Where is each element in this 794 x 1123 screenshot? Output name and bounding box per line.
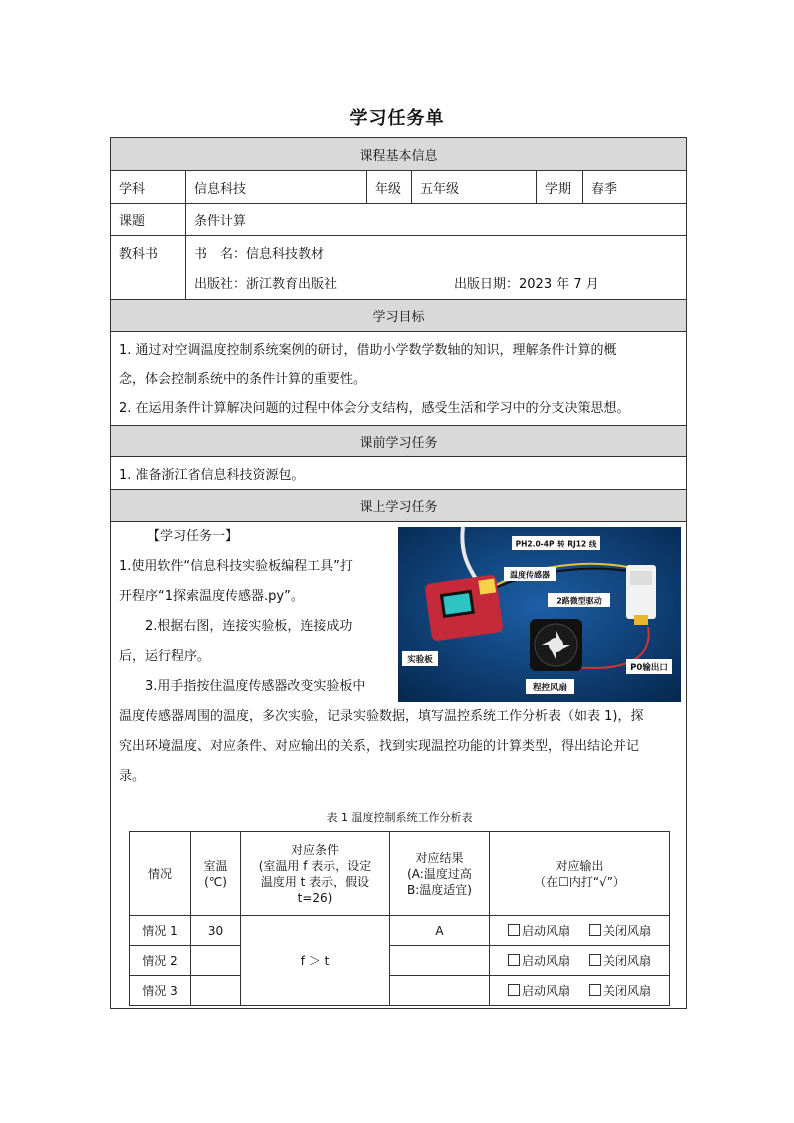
header-condition	[241, 832, 390, 916]
objective-1b: 念，体会控制系统中的条件计算的重要性。	[119, 372, 367, 387]
table-row	[130, 976, 670, 1006]
analysis-header-row	[130, 832, 670, 916]
topic-value: 条件计算	[185, 204, 686, 235]
publisher: 出版社：浙江教育出版社	[194, 277, 338, 292]
objective-2: 2. 在运用条件计算解决问题的过程中体会分支结构，感受生活和学习中的分支决策思想。	[119, 401, 630, 416]
output-cell	[490, 916, 670, 946]
stop-fan-label: 关闭风扇	[603, 923, 652, 938]
inclass-header-row	[111, 489, 686, 521]
hardware-illustration	[398, 527, 681, 702]
objectives-header: 学习目标	[111, 300, 686, 331]
task-line-1: 1.使用软件“信息科技实验板编程工具”打	[119, 559, 353, 574]
term-label: 学期	[536, 171, 582, 203]
table-caption: 表 1 温度控制系统工作分析表	[326, 811, 473, 824]
temp-cell[interactable]: 30	[191, 916, 241, 946]
book-name: 书 名：信息科技教材	[194, 247, 325, 262]
result-cell[interactable]: A	[390, 916, 490, 946]
case-cell: 情况 3	[130, 976, 191, 1006]
board-label: 实验板	[407, 655, 433, 665]
driver-label: 2路微型驱动	[556, 596, 602, 606]
basic-info-header: 课程基本信息	[111, 138, 686, 170]
textbook-row	[111, 235, 686, 299]
header-result-title: 对应结果	[415, 850, 464, 865]
grade-label: 年级	[366, 171, 411, 203]
objectives-content	[111, 332, 638, 425]
topic-row	[111, 203, 686, 235]
header-case: 情况	[130, 832, 191, 916]
task-sheet-table	[110, 137, 687, 1009]
preclass-row	[111, 456, 686, 489]
objectives-header-row	[111, 299, 686, 331]
header-temp	[191, 832, 241, 916]
task-line-7: 究出环境温度、对应条件、对应输出的关系，找到实现温控功能的计算类型，得出结论并记	[119, 739, 640, 754]
header-condition-line4: t=26)	[297, 890, 333, 905]
stop-fan-checkbox[interactable]	[589, 954, 601, 966]
condition-cell: f ＞ t	[241, 916, 390, 1006]
case-cell: 情况 2	[130, 946, 191, 976]
topic-label: 课题	[119, 214, 146, 229]
stop-fan-label: 关闭风扇	[603, 983, 652, 998]
header-result	[390, 832, 490, 916]
textbook-label: 教科书	[119, 247, 159, 262]
start-fan-label: 启动风扇	[521, 983, 570, 998]
header-condition-line3: 温度用 t 表示，假设	[260, 874, 370, 889]
inclass-task-area	[111, 521, 686, 1008]
result-cell[interactable]	[390, 976, 490, 1006]
term-value: 春季	[582, 171, 686, 203]
temperature-analysis-table	[129, 831, 670, 1006]
header-result-a: (A:温度过高	[407, 866, 472, 881]
task-line-3: 2.根据右图，连接实验板，连接成功	[145, 619, 353, 634]
objectives-row	[111, 331, 686, 425]
result-cell[interactable]	[390, 946, 490, 976]
task-line-2: 开程序“1探索温度传感器.py”。	[119, 589, 304, 604]
header-output-hint: （在☐内打“√”）	[534, 874, 625, 889]
publish-date: 出版日期：2023 年 7 月	[454, 277, 599, 292]
temp-cell[interactable]	[191, 976, 241, 1006]
header-result-b: B:温度适宜)	[407, 882, 472, 897]
start-fan-label: 启动风扇	[521, 953, 570, 968]
sensor-label: 温度传感器	[510, 570, 550, 580]
case-cell: 情况 1	[130, 916, 191, 946]
preclass-header: 课前学习任务	[111, 426, 686, 456]
task-line-5: 3.用手指按住温度传感器改变实验板中	[145, 679, 366, 694]
grade-value: 五年级	[411, 171, 536, 203]
task-line-8: 录。	[119, 769, 146, 784]
subject-label: 学科	[119, 181, 146, 197]
start-fan-label: 启动风扇	[521, 923, 570, 938]
p0-port-label: P0输出口	[630, 663, 668, 673]
stop-fan-checkbox[interactable]	[589, 924, 601, 936]
subject-row	[111, 170, 686, 203]
document-title: 学习任务单	[349, 108, 445, 129]
header-output	[490, 832, 670, 916]
stop-fan-label: 关闭风扇	[603, 953, 652, 968]
preclass-item-1: 1. 准备浙江省信息科技资源包。	[119, 467, 305, 483]
objective-1a: 1. 通过对空调温度控制系统案例的研讨，借助小学数学数轴的知识，理解条件计算的概	[119, 343, 617, 358]
header-temp-unit: (℃)	[204, 874, 227, 889]
inclass-header: 课上学习任务	[111, 490, 686, 521]
header-condition-line2: (室温用 f 表示，设定	[258, 858, 372, 873]
task-line-6: 温度传感器周围的温度，多次实验，记录实验数据，填写温控系统工作分析表（如表 1)，探	[119, 709, 644, 724]
hardware-connection-photo	[398, 527, 681, 702]
preclass-header-row	[111, 425, 686, 456]
stop-fan-checkbox[interactable]	[589, 984, 601, 996]
task-line-4: 后，运行程序。	[119, 649, 211, 664]
subject-value: 信息科技	[185, 171, 366, 203]
header-output-title: 对应输出	[555, 858, 604, 873]
header-condition-title: 对应条件	[290, 842, 339, 857]
start-fan-checkbox[interactable]	[508, 924, 520, 936]
header-temp-label: 室温	[203, 858, 228, 873]
temp-cell[interactable]	[191, 946, 241, 976]
basic-info-header-row	[111, 138, 686, 170]
output-cell	[490, 976, 670, 1006]
table-row	[130, 916, 670, 946]
start-fan-checkbox[interactable]	[508, 984, 520, 996]
task-one-title: 【学习任务一】	[147, 529, 239, 544]
start-fan-checkbox[interactable]	[508, 954, 520, 966]
cable-label: PH2.0-4P 转 RJ12 线	[515, 539, 597, 549]
table-row	[130, 946, 670, 976]
output-cell	[490, 946, 670, 976]
fan-label: 程控风扇	[532, 683, 568, 693]
textbook-info	[185, 236, 686, 299]
